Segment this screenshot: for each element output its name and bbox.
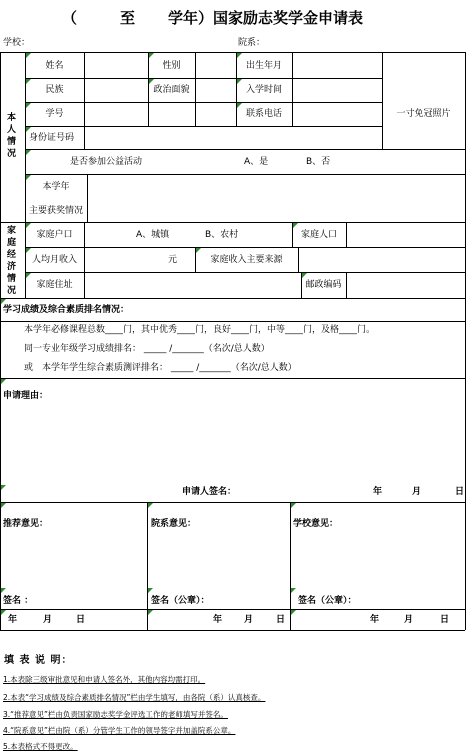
study-line-2: 同一专业年级学习成绩排名： _____ /_______（名次/总人数）	[24, 344, 270, 354]
section-family-title: 家庭经济情况	[7, 226, 17, 296]
cell-marker	[26, 248, 31, 253]
recommend-month: 月	[43, 615, 53, 625]
cell-marker	[196, 248, 201, 253]
phone-label: 联系电话	[245, 109, 282, 119]
cell-marker	[291, 610, 296, 615]
school-opinion-label: 学校意见：	[293, 519, 339, 529]
department-label: 院系：	[238, 38, 266, 48]
cell-marker	[1, 503, 6, 508]
enroll-label: 入学时间	[245, 85, 282, 95]
school-sign-label: 签名（公章）：	[298, 596, 357, 606]
cell-marker	[26, 79, 31, 84]
birth-label: 出生年月	[245, 61, 282, 71]
postcode-label: 邮政编码	[305, 280, 342, 290]
department-month: 月	[244, 615, 254, 625]
cell-marker	[237, 103, 242, 108]
title-open-paren: （	[62, 9, 78, 27]
school-label: 学校：	[3, 38, 31, 48]
school-year: 年	[370, 615, 380, 625]
public-welfare-no[interactable]: B、否	[306, 157, 331, 167]
recommend-day: 日	[76, 615, 86, 625]
id-card-label: 身份证号码	[29, 133, 75, 143]
notes-title: 填 表 说 明：	[4, 655, 73, 666]
photo-label: 一寸免冠照片	[396, 109, 451, 119]
recommend-year: 年	[8, 615, 18, 625]
cell-marker	[26, 53, 31, 58]
title-to: 至	[120, 9, 136, 27]
public-welfare-label: 是否参加公益活动	[70, 157, 143, 167]
cell-marker	[1, 610, 6, 615]
cell-marker	[26, 223, 31, 228]
study-line-3-or: 或	[24, 363, 34, 373]
cell-marker	[302, 273, 307, 278]
political-label: 政治面貌	[153, 85, 190, 95]
members-label: 家庭人口	[300, 230, 337, 240]
school-month: 月	[404, 615, 414, 625]
cell-marker	[149, 79, 154, 84]
department-day: 日	[276, 615, 286, 625]
department-year: 年	[213, 615, 223, 625]
cell-marker	[1, 485, 6, 490]
reason-month: 月	[412, 487, 422, 497]
cell-marker	[149, 53, 154, 58]
reason-day: 日	[455, 487, 465, 497]
cell-marker	[26, 273, 31, 278]
recommend-sign-label: 签名 ：	[3, 596, 34, 606]
cell-marker	[291, 503, 296, 508]
cell-marker	[293, 223, 298, 228]
cell-marker	[1, 379, 6, 384]
note-item-4: 4.“院系意见”栏由院（系）分管学生工作的领导签字并加盖院系公章。	[3, 726, 236, 735]
study-line-1: 本学年必修课程总数____门，其中优秀____门，良好____门，中等____门，及格____门。	[24, 325, 376, 335]
income-source-label: 家庭收入主要来源	[210, 255, 283, 265]
hukou-urban[interactable]: A、城镇	[136, 230, 170, 240]
note-item-5: 5.本表格式不得更改。	[3, 742, 78, 751]
hukou-rural[interactable]: B、农村	[205, 230, 239, 240]
cell-marker	[237, 79, 242, 84]
cell-marker	[26, 150, 31, 155]
cell-marker	[26, 103, 31, 108]
income-pc-label: 人均月收入	[31, 255, 77, 265]
cell-marker	[1, 588, 6, 593]
gender-label: 性别	[162, 61, 181, 71]
section-personal-title: 本人情况	[7, 113, 17, 159]
cell-marker	[26, 175, 31, 180]
note-item-3: 3.“推荐意见”栏由负责国家励志奖学金评选工作的老师填写并签名。	[3, 710, 228, 719]
address-label: 家庭住址	[36, 280, 73, 290]
cell-marker	[148, 610, 153, 615]
cell-marker	[237, 53, 242, 58]
school-day: 日	[440, 615, 450, 625]
awards-label-2: 主要获奖情况	[28, 206, 83, 216]
yuan-label: 元	[168, 255, 178, 265]
study-title: 学习成绩及综合素质排名情况：	[3, 305, 130, 315]
title-rest: 学年）国家励志奖学金申请表	[168, 9, 364, 27]
cell-marker	[148, 503, 153, 508]
reason-label: 申请理由：	[3, 391, 49, 401]
form-title	[0, 8, 470, 28]
cell-marker	[148, 588, 153, 593]
ethnicity-label: 民族	[45, 85, 64, 95]
department-sign-label: 签名（公章）：	[151, 596, 210, 606]
note-item-1: 1.本表除三级审批意见和申请人签名外，其他内容均需打印。	[3, 675, 206, 684]
department-opinion-label: 院系意见：	[151, 519, 197, 529]
awards-label-1: 本学年	[42, 182, 70, 192]
cell-marker	[291, 588, 296, 593]
public-welfare-yes[interactable]: A、是	[244, 157, 269, 167]
recommend-opinion-label: 推荐意见：	[3, 519, 49, 529]
cell-marker	[26, 127, 31, 132]
student-id-label: 学号	[45, 109, 64, 119]
note-item-2: 2.本表“学习成绩及综合素质排名情况”栏由学生填写，由各院（系）认真核查。	[3, 693, 266, 702]
cell-marker	[1, 299, 6, 304]
applicant-signature-label: 申请人签名：	[182, 487, 237, 497]
reason-year: 年	[373, 487, 383, 497]
hukou-label: 家庭户口	[36, 230, 73, 240]
name-label: 姓名	[45, 61, 64, 71]
study-line-3: 本学年学生综合素质测评排名： _____ /_______（名次/总人数）	[42, 363, 297, 373]
